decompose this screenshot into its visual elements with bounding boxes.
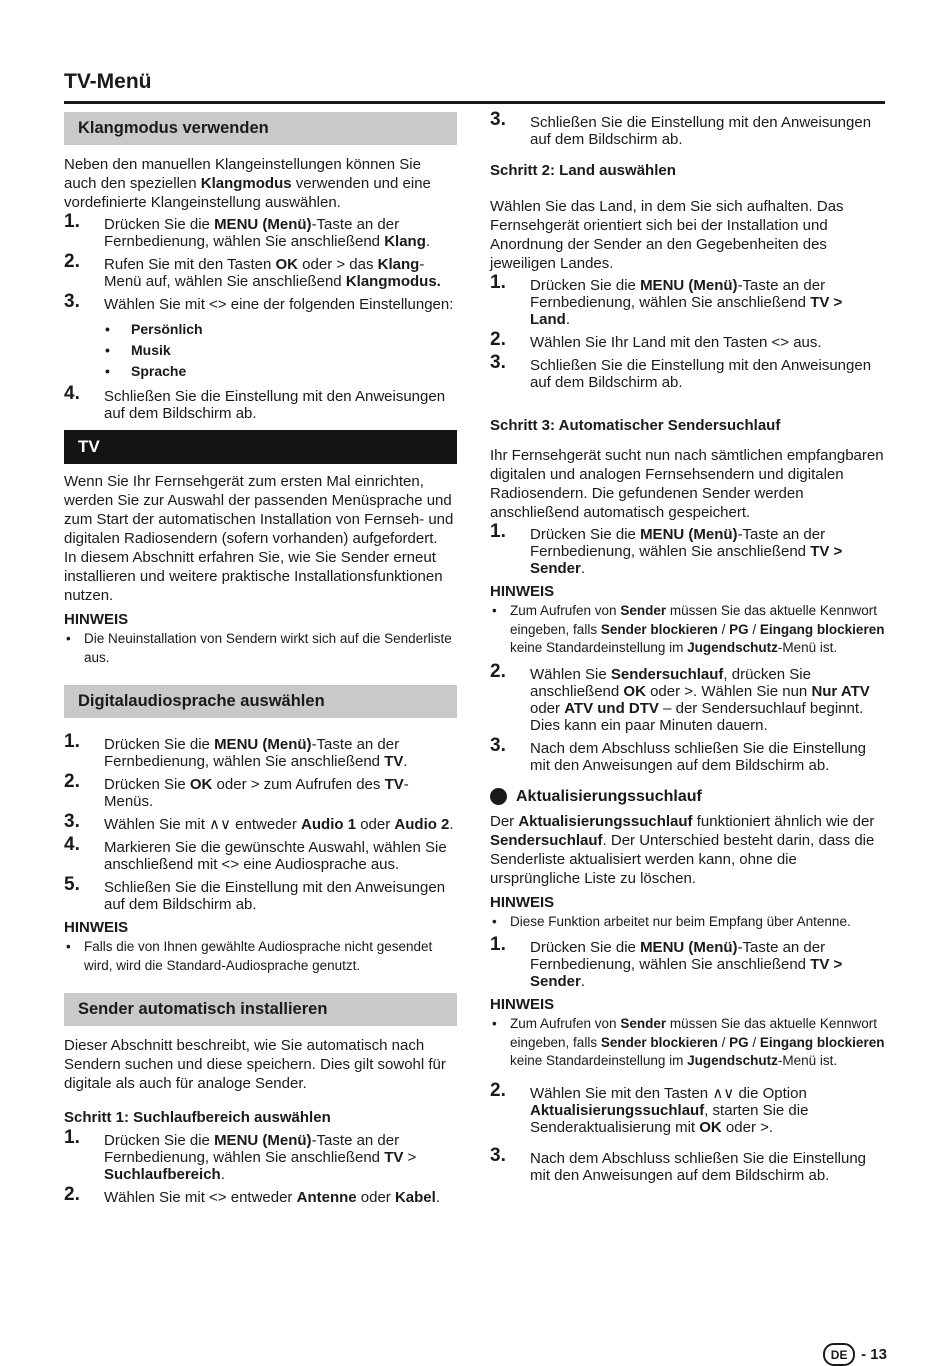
list-item: 3. Wählen Sie mit <> eine der folgenden Einstellungen: — [64, 291, 454, 313]
section-header-auto-install: Sender automatisch installieren — [64, 993, 457, 1026]
list-item: • Sprache — [64, 361, 457, 382]
right-column — [490, 109, 885, 1190]
tv-notes — [64, 630, 457, 667]
list-item: 3. Schließen Sie die Einstellung mit den Anweisungen auf dem Bildschirm ab. — [490, 109, 872, 148]
list-item: 3. Wählen Sie mit ∧∨ entweder Audio 1 oder Audio 2. — [64, 811, 454, 833]
klang-steps — [64, 211, 457, 313]
audio-steps — [64, 731, 457, 913]
list-item: • Persönlich — [64, 319, 457, 340]
akt-notes — [490, 913, 885, 932]
schritt-1-steps — [64, 1127, 457, 1206]
list-item: • Zum Aufrufen von Sender müssen Sie das aktuelle Kennwort eingeben, falls Sender blockieren / PG / Eingang blockieren keine Standardeinstellung im Jugendschutz-Menü ist. — [490, 1015, 885, 1071]
list-item: 2. Rufen Sie mit den Tasten OK oder > das Klang-Menü auf, wählen Sie anschließend Klangmodus. — [64, 251, 441, 290]
hinweis-heading: HINWEIS — [64, 919, 129, 936]
land-steps — [490, 272, 885, 391]
hinweis-heading: HINWEIS — [490, 893, 555, 911]
such-steps — [490, 521, 885, 577]
bullet-circle-icon — [490, 788, 507, 805]
list-item: • Diese Funktion arbeitet nur beim Empfang über Antenne. — [490, 913, 885, 932]
section-header-klangmodus: Klangmodus verwenden — [64, 112, 457, 145]
page-number: - 13 — [861, 1346, 887, 1363]
auto-intro: Dieser Abschnitt beschreibt, wie Sie automatisch nach Sendern suchen und diese speichern. Dies gilt sowohl für digitale als auch für analoge Sender. — [64, 1037, 446, 1092]
page-footer — [823, 1343, 887, 1366]
list-item: 2. Wählen Sie Ihr Land mit den Tasten <> aus. — [490, 329, 822, 351]
section-header-digitalaudio: Digitalaudiosprache auswählen — [64, 685, 457, 718]
such-steps-cont — [490, 660, 885, 774]
klang-steps-cont — [64, 383, 457, 422]
list-item: 4. Markieren Sie die gewünschte Auswahl, wählen Sie anschließend mit <> eine Audiosprache aus. — [64, 834, 447, 873]
schritt-2-heading: Schritt 2: Land auswählen — [490, 162, 676, 179]
list-item: • Die Neuinstallation von Sendern wirkt sich auf die Senderliste aus. — [64, 630, 457, 667]
schritt-1-heading: Schritt 1: Suchlaufbereich auswählen — [64, 1109, 331, 1126]
language-badge: DE — [823, 1343, 855, 1366]
tv-intro: Wenn Sie Ihr Fernsehgerät zum ersten Mal einrichten, werden Sie zur Auswahl der passenden Menüsprache und zum Start der automatischen Installation von Fernseh- und digitalen Radiosendern (sofern vorhanden) aufgefordert. — [64, 473, 454, 547]
list-item: 2. Drücken Sie OK oder > zum Aufrufen des TV-Menüs. — [64, 771, 409, 810]
list-item: 2. Wählen Sie mit den Tasten ∧∨ die Option Aktualisierungssuchlauf, starten Sie die Senderaktualisierung mit OK oder >. — [490, 1079, 809, 1136]
list-item: 1. Drücken Sie die MENU (Menü)-Taste an der Fernbedienung, wählen Sie anschließend Klang. — [64, 211, 431, 250]
title-rule — [64, 101, 885, 104]
such-intro: Ihr Fernsehgerät sucht nun nach sämtlichen empfangbaren digitalen und analogen Fernsehsendern und digitalen Radiosendern. Die gefundenen Sender werden anschließend automatisch gespeichert. — [490, 447, 884, 521]
list-item: 1. Drücken Sie die MENU (Menü)-Taste an der Fernbedienung, wählen Sie anschließend TV > Sender. — [490, 934, 843, 990]
akt-steps-cont — [490, 1079, 885, 1184]
akt-intro: Der Aktualisierungssuchlauf funktioniert ähnlich wie der Sendersuchlauf. Der Unterschied besteht darin, dass die Senderliste aktualisiert werden kann, ohne die ursprüngliche Liste zu löschen. — [490, 812, 875, 887]
list-item: 4. Schließen Sie die Einstellung mit den Anweisungen auf dem Bildschirm ab. — [64, 383, 446, 422]
list-item: 1. Drücken Sie die MENU (Menü)-Taste an der Fernbedienung, wählen Sie anschließend TV > Sender. — [490, 521, 843, 577]
schritt-1-steps-cont — [490, 109, 885, 148]
list-item: 5. Schließen Sie die Einstellung mit den Anweisungen auf dem Bildschirm ab. — [64, 874, 446, 913]
list-item: • Falls die von Ihnen gewählte Audiosprache nicht gesendet wird, wird die Standard-Audiosprache genutzt. — [64, 938, 457, 975]
land-intro: Wählen Sie das Land, in dem Sie sich aufhalten. Das Fernsehgerät orientiert sich bei der Installation und Anordnung der Sender an den Gegebenheiten des jeweiligen Landes. — [490, 198, 844, 272]
list-item: 2. Wählen Sie mit <> entweder Antenne oder Kabel. — [64, 1184, 440, 1206]
aktualisierung-heading: Aktualisierungssuchlauf — [490, 788, 885, 806]
tv-intro-2: In diesem Abschnitt erfahren Sie, wie Sie Sender erneut installieren und weitere praktische Installationsfunktionen nutzen. — [64, 549, 443, 604]
section-header-tv: TV — [64, 430, 457, 464]
klang-options — [64, 319, 457, 382]
list-item: 1. Drücken Sie die MENU (Menü)-Taste an der Fernbedienung, wählen Sie anschließend TV. — [64, 731, 408, 770]
list-item: 1. Drücken Sie die MENU (Menü)-Taste an der Fernbedienung, wählen Sie anschließend TV > Suchlaufbereich. — [64, 1127, 417, 1183]
hinweis-heading: HINWEIS — [490, 996, 555, 1013]
list-item: • Musik — [64, 340, 457, 361]
akt-notes-2 — [490, 1015, 885, 1071]
klang-intro: Neben den manuellen Klangeinstellungen können Sie auch den speziellen Klangmodus verwenden und eine vordefinierte Klangeinstellung auswählen. — [64, 156, 431, 211]
list-item: 3. Nach dem Abschluss schließen Sie die Einstellung mit den Anweisungen auf dem Bildschirm ab. — [490, 1144, 867, 1184]
schritt-3-heading: Schritt 3: Automatischer Sendersuchlauf — [490, 417, 781, 434]
list-item: 2. Wählen Sie Sendersuchlauf, drücken Sie anschließend OK oder >. Wählen Sie nun Nur ATV oder ATV und DTV – der Sendersuchlauf beginnt. Dies kann ein paar Minuten dauern. — [490, 660, 870, 734]
list-item: 3. Nach dem Abschluss schließen Sie die Einstellung mit den Anweisungen auf dem Bildschirm ab. — [490, 734, 867, 774]
left-column — [64, 110, 457, 1212]
hinweis-heading: HINWEIS — [64, 611, 129, 628]
list-item: • Zum Aufrufen von Sender müssen Sie das aktuelle Kennwort eingeben, falls Sender blockieren / PG / Eingang blockieren keine Standardeinstellung im Jugendschutz-Menü ist. — [490, 602, 885, 658]
hinweis-heading: HINWEIS — [490, 583, 555, 600]
page-title: TV-Menü — [64, 70, 152, 93]
such-notes — [490, 602, 885, 658]
audio-notes — [64, 938, 457, 975]
list-item: 1. Drücken Sie die MENU (Menü)-Taste an der Fernbedienung, wählen Sie anschließend TV > Land. — [490, 272, 843, 328]
akt-steps — [490, 934, 885, 990]
list-item: 3. Schließen Sie die Einstellung mit den Anweisungen auf dem Bildschirm ab. — [490, 352, 872, 391]
